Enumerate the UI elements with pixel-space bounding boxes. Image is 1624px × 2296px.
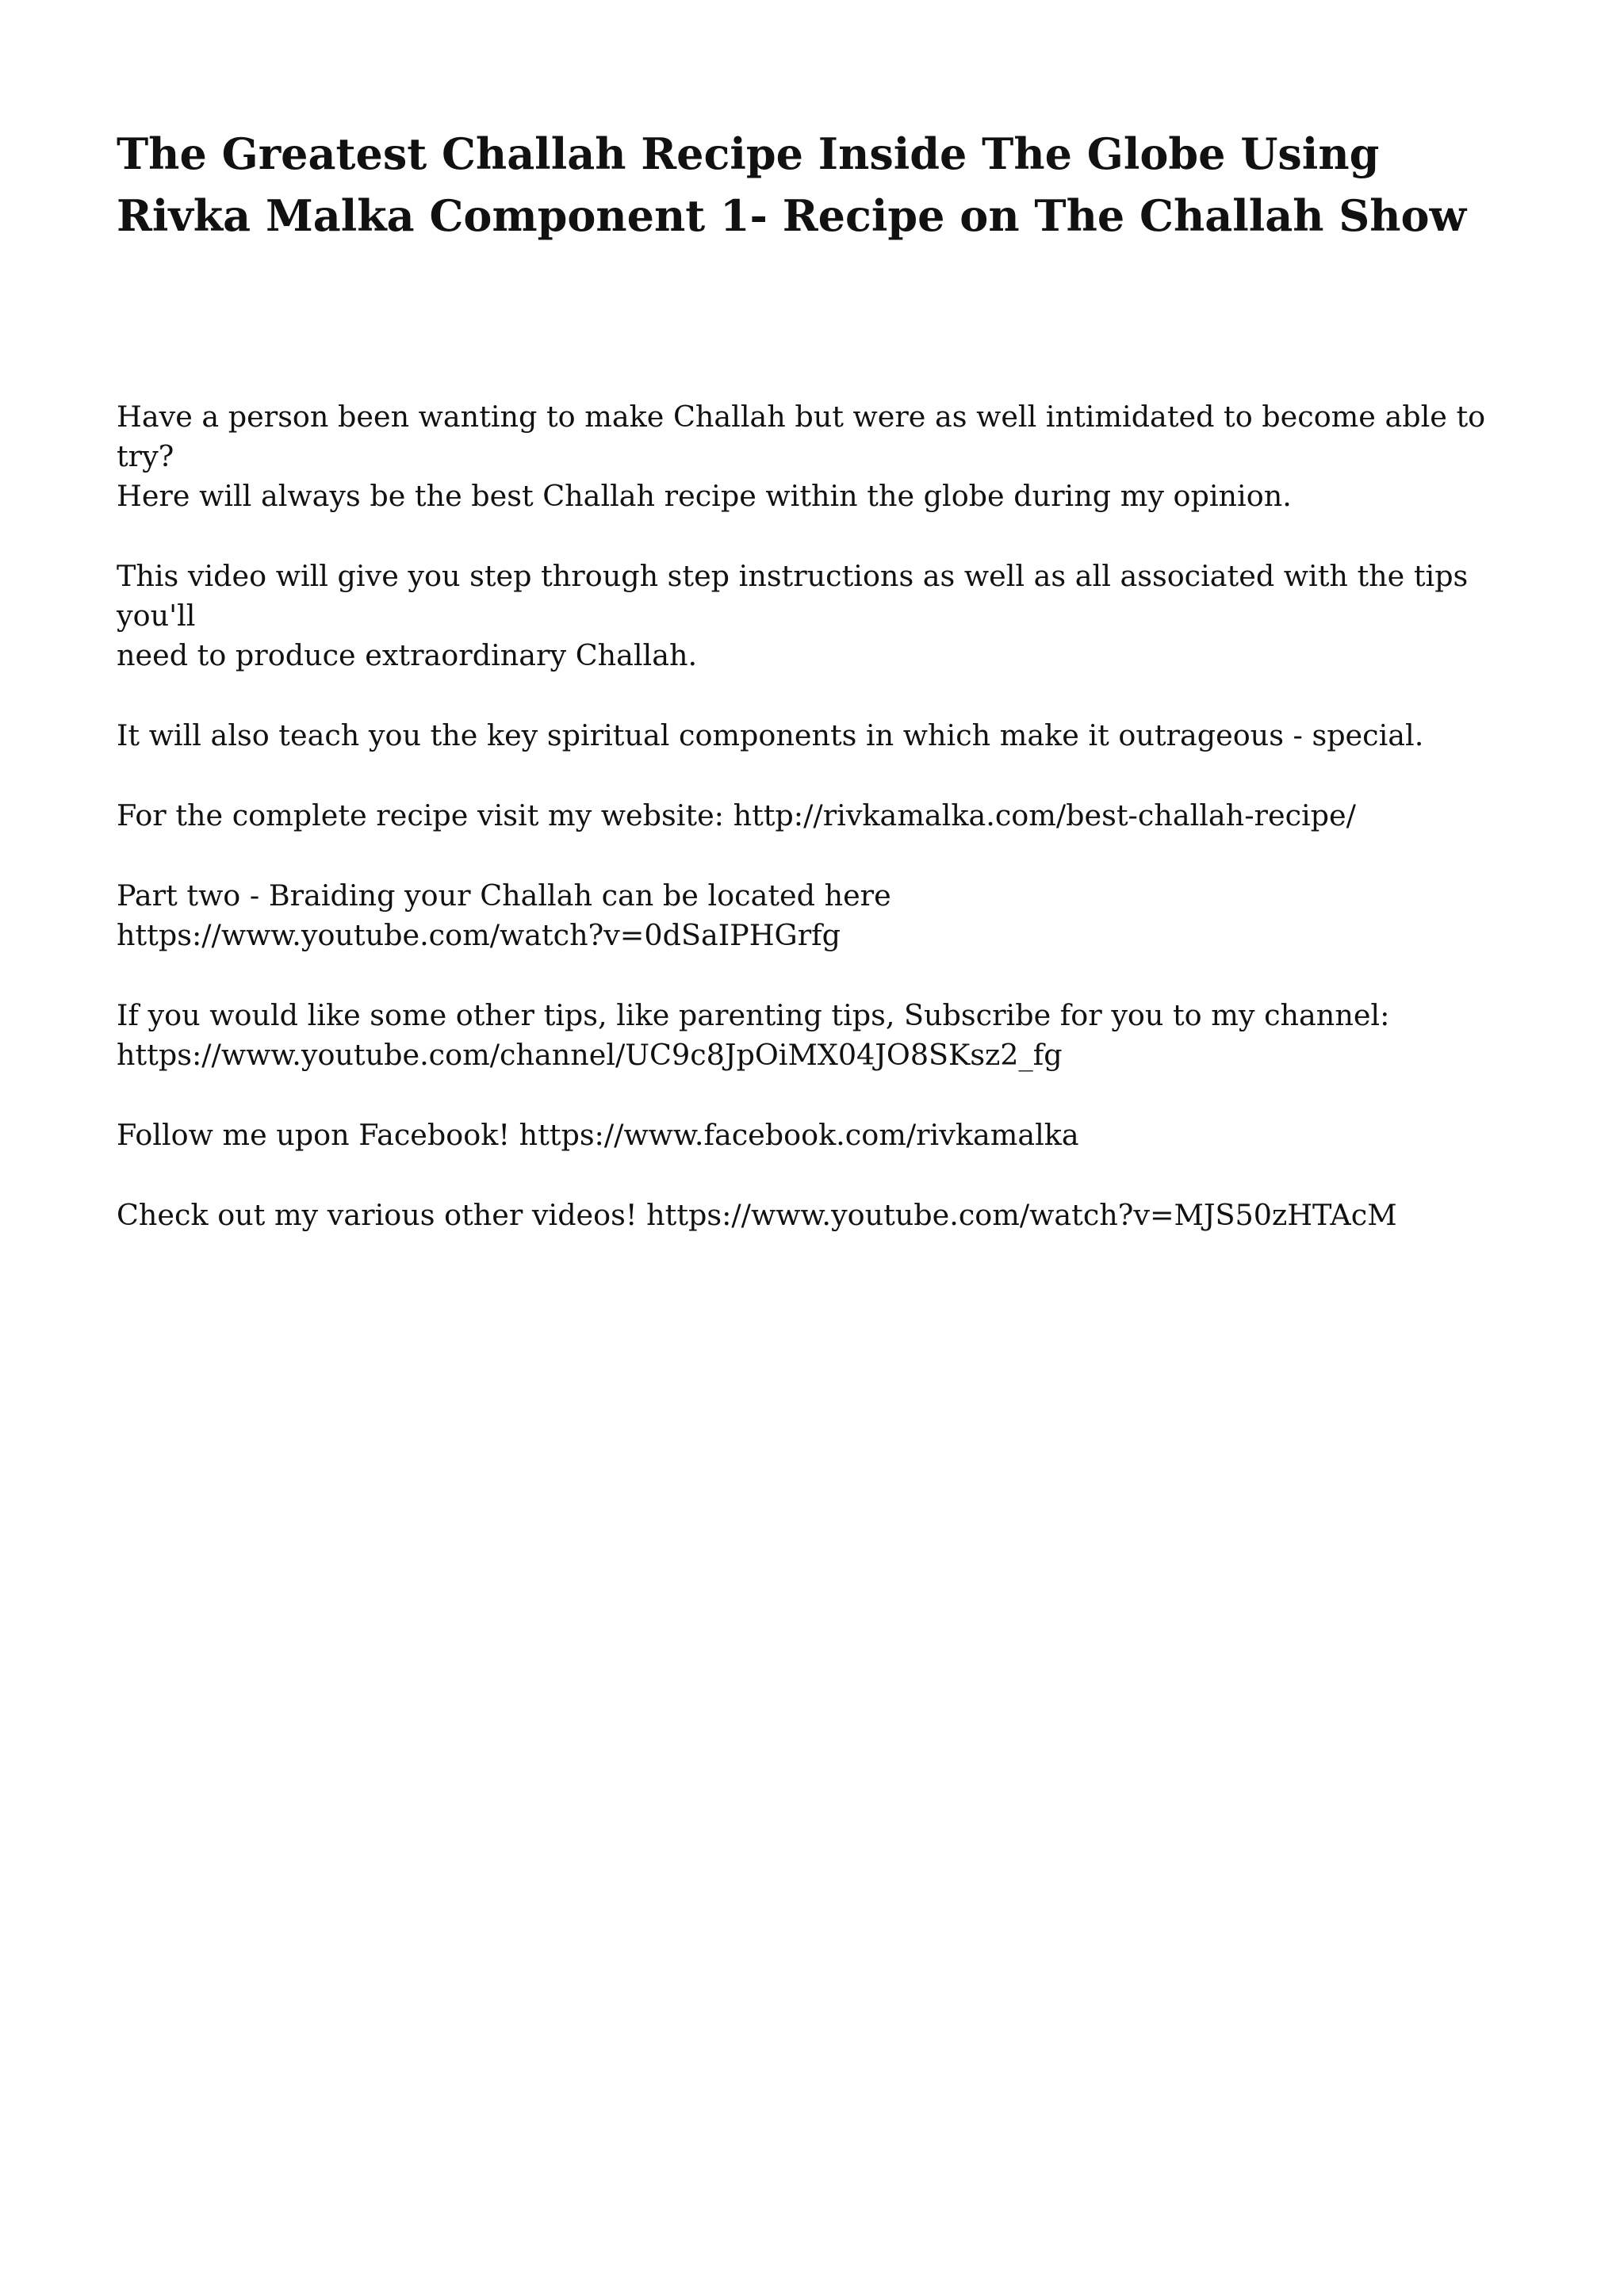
document-page xyxy=(117,123,1496,1276)
paragraph-video-line-1: This video will give you step through step instructions as well as all associated with the tips you'll xyxy=(117,559,1469,633)
paragraph-facebook xyxy=(117,1115,1496,1155)
paragraph-part-two xyxy=(117,876,1496,955)
paragraph-other-videos xyxy=(117,1196,1496,1235)
paragraph-intro-line-2: Here will always be the best Challah recipe within the globe during my opinion. xyxy=(117,479,1292,513)
part-two-video-link[interactable]: https://www.youtube.com/watch?v=0dSaIPHGrfg xyxy=(117,918,841,952)
channel-link[interactable]: https://www.youtube.com/channel/UC9c8JpOiMX04JO8SKsz2_fg xyxy=(117,1038,1063,1072)
paragraph-spiritual-text: It will also teach you the key spiritual components in which make it outrageous - special. xyxy=(117,718,1424,752)
subscribe-label: If you would like some other tips, like parenting tips, Subscribe for you to my channel: xyxy=(117,998,1390,1032)
recipe-website-label: For the complete recipe visit my website: xyxy=(117,798,733,832)
paragraph-video-description xyxy=(117,557,1496,675)
paragraph-video-line-2: need to produce extraordinary Challah. xyxy=(117,638,698,672)
page-title: The Greatest Challah Recipe Inside The Globe Using Rivka Malka Component 1- Recipe on The Challah Show xyxy=(117,128,1467,241)
recipe-website-link[interactable]: http://rivkamalka.com/best-challah-recipe/ xyxy=(733,798,1356,832)
paragraph-intro xyxy=(117,397,1496,516)
other-videos-label: Check out my various other videos! xyxy=(117,1198,647,1232)
facebook-link[interactable]: https://www.facebook.com/rivkamalka xyxy=(519,1118,1079,1152)
facebook-label: Follow me upon Facebook! xyxy=(117,1118,519,1152)
paragraph-recipe-website xyxy=(117,796,1496,836)
other-videos-link[interactable]: https://www.youtube.com/watch?v=MJS50zHTAcM xyxy=(646,1198,1397,1232)
paragraph-spiritual xyxy=(117,716,1496,756)
paragraph-intro-line-1: Have a person been wanting to make Challah but were as well intimidated to become able to try? xyxy=(117,400,1486,473)
part-two-label: Part two - Braiding your Challah can be located here xyxy=(117,878,891,913)
paragraph-subscribe xyxy=(117,996,1496,1075)
document-body xyxy=(117,397,1496,1235)
